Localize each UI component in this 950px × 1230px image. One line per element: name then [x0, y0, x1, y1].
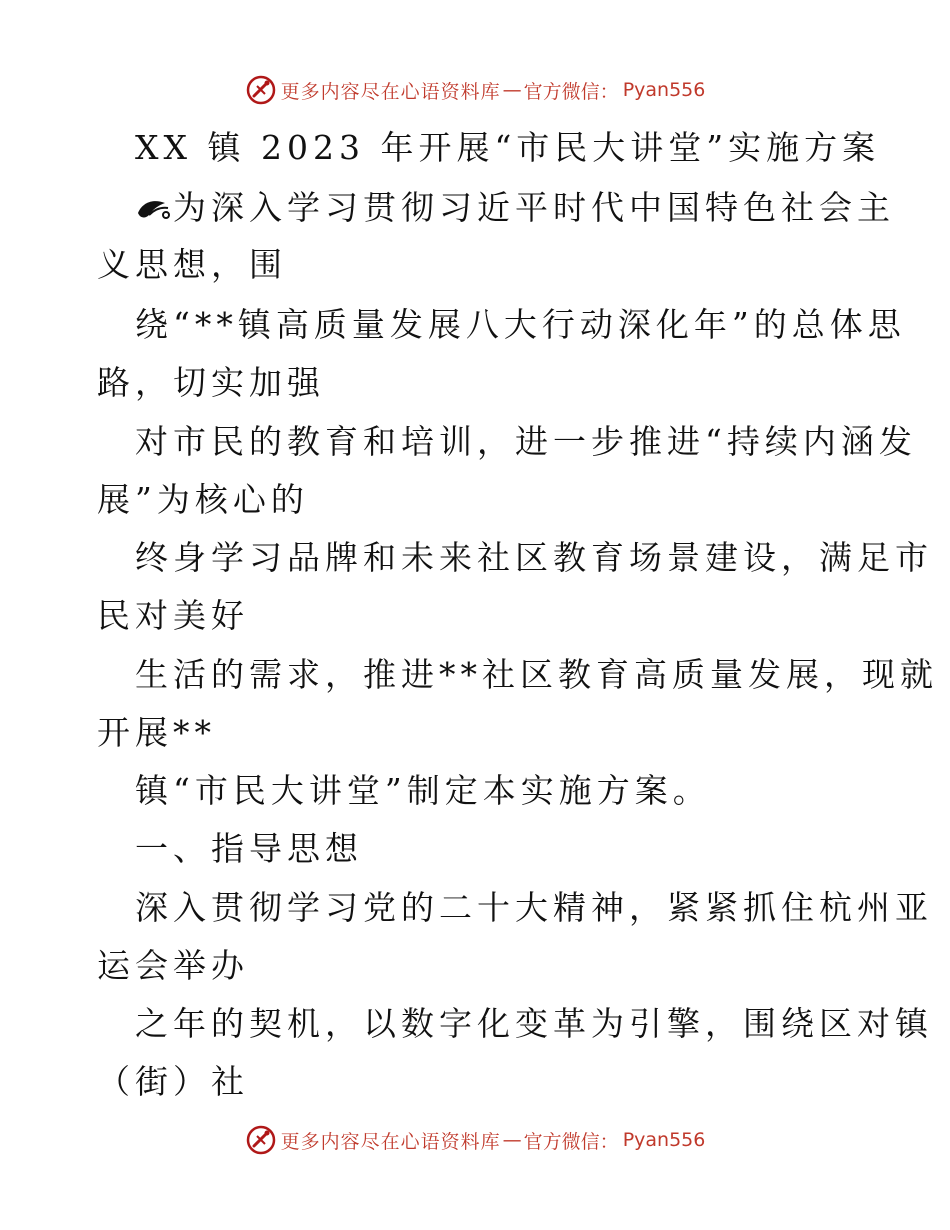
- paragraph-line: 之年的契机，以数字化变革为引擎，围绕区对镇: [135, 1004, 933, 1043]
- watermark-wechat-label: 官方微信：: [523, 1130, 619, 1153]
- watermark-banner-bottom: [0, 1120, 950, 1160]
- section-heading: 一、指导思想: [135, 829, 363, 868]
- watermark-separator: —: [502, 1129, 522, 1151]
- seal-logo-icon: [245, 74, 277, 106]
- paragraph-line: 镇“市民大讲堂”制定本实施方案。: [135, 771, 711, 810]
- paragraph-line: 绕“**镇高质量发展八大行动深化年”的总体思: [135, 305, 906, 344]
- paragraph-line: 深入贯彻学习党的二十大精神，紧紧抓住杭州亚: [135, 888, 933, 927]
- paragraph-line: 路，切实加强: [97, 363, 325, 402]
- watermark-wechat-label: 官方微信：: [523, 80, 619, 103]
- paragraph-line: （街）社: [97, 1062, 249, 1101]
- paragraph-line: 运会举办: [97, 946, 249, 985]
- leaf-ornament-icon: [135, 195, 171, 221]
- document-title: XX 镇 2023 年开展“市民大讲堂”实施方案: [135, 128, 881, 167]
- watermark-separator: —: [502, 79, 522, 101]
- paragraph-line: [135, 188, 895, 228]
- paragraph-text: 为深入学习贯彻习近平时代中国特色社会主: [173, 188, 895, 227]
- paragraph-line: 展”为核心的: [97, 480, 309, 519]
- watermark-site: 更多内容尽在心语资料库: [280, 1130, 501, 1153]
- watermark-site: 更多内容尽在心语资料库: [280, 80, 501, 103]
- paragraph-line: 终身学习品牌和未来社区教育场景建设，满足市: [135, 538, 933, 577]
- watermark-banner-top: [0, 70, 950, 110]
- watermark-handle: Pyan556: [622, 79, 706, 101]
- seal-logo-icon: [245, 1124, 277, 1156]
- paragraph-line: 民对美好: [97, 596, 249, 635]
- paragraph-line: 对市民的教育和培训，进一步推进“持续内涵发: [135, 422, 917, 461]
- paragraph-line: 生活的需求，推进**社区教育高质量发展，现就: [135, 655, 938, 694]
- paragraph-line: 开展**: [97, 713, 216, 752]
- watermark-handle: Pyan556: [622, 1129, 706, 1151]
- paragraph-line: 义思想，围: [97, 245, 287, 284]
